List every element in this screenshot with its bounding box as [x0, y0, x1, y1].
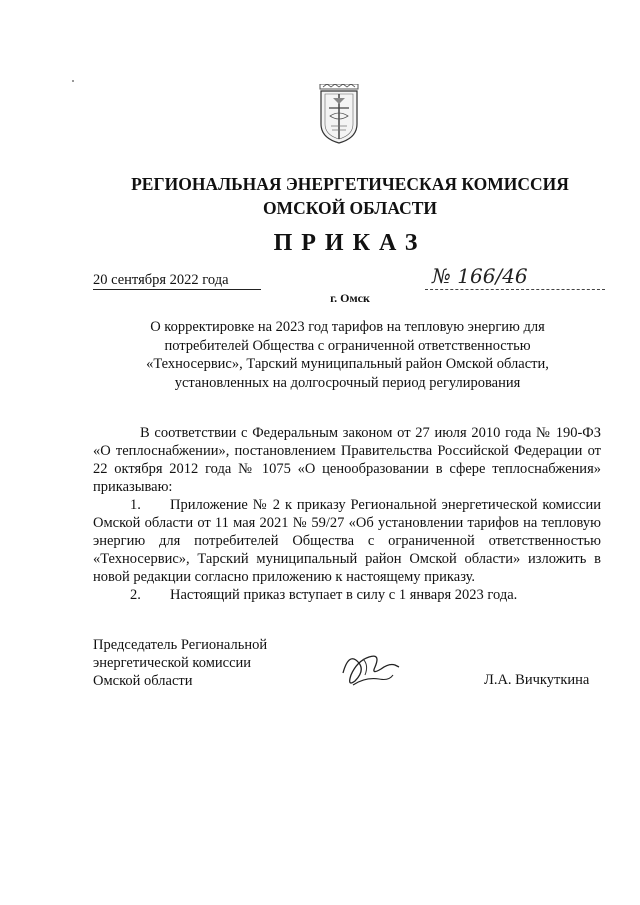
document-number: № 166/46	[432, 264, 528, 288]
signatory-position	[93, 636, 267, 690]
subject-line-2: потребителей Общества с ограниченной ответственностью	[164, 337, 531, 354]
list-item	[93, 586, 601, 604]
document-subject	[125, 318, 570, 392]
item-text: Настоящий приказ вступает в силу с 1 января 2023 года.	[170, 587, 518, 603]
scan-speck	[72, 80, 74, 82]
list-item	[93, 496, 601, 586]
city: г. Омск	[330, 291, 370, 305]
org-line-2: ОМСКОЙ ОБЛАСТИ	[262, 198, 438, 218]
position-line-3: Омской области	[93, 673, 193, 689]
position-line-1: Председатель Региональной	[93, 637, 268, 653]
org-line-1: РЕГИОНАЛЬНАЯ ЭНЕРГЕТИЧЕСКАЯ КОМИССИЯ	[131, 174, 569, 194]
signer-name: Л.А. Вичкуткина	[484, 672, 590, 688]
item-number: 2.	[130, 587, 141, 603]
item-text: Приложение № 2 к приказу Региональной энергетической комиссии Омской области от 11 мая 2021 № 59/27 «Об установлении тарифов на тепловую энергию для потребителей Общества с ограниченной ответственностью «Техносервис», Тарский муниципальный район Омской области» изложить в новой редакции согласно приложению к настоящему приказу.	[93, 497, 601, 585]
document-type: ПРИКАЗ	[273, 230, 427, 256]
document-body	[93, 424, 601, 604]
position-line-2: энергетической комиссии	[93, 655, 252, 671]
handwritten-signature	[335, 645, 405, 691]
preamble: В соответствии с Федеральным законом от 27 июля 2010 года № 190-ФЗ «О теплоснабжении», постановлением Правительства Российской Федерации от 22 октября 2012 года № 1075 «О ценообразовании в сфере теплоснабжения» приказываю:	[93, 425, 601, 495]
coat-of-arms-icon	[319, 84, 359, 144]
subject-line-3: «Техносервис», Тарский муниципальный район Омской области,	[146, 356, 549, 372]
subject-line-4: установленных на долгосрочный период регулирования	[174, 374, 521, 391]
organization-name	[60, 172, 640, 220]
item-number: 1.	[130, 497, 141, 513]
document-date: 20 сентября 2022 года	[93, 272, 261, 290]
subject-line-1: О корректировке на 2023 год тарифов на тепловую энергию для	[150, 319, 545, 335]
